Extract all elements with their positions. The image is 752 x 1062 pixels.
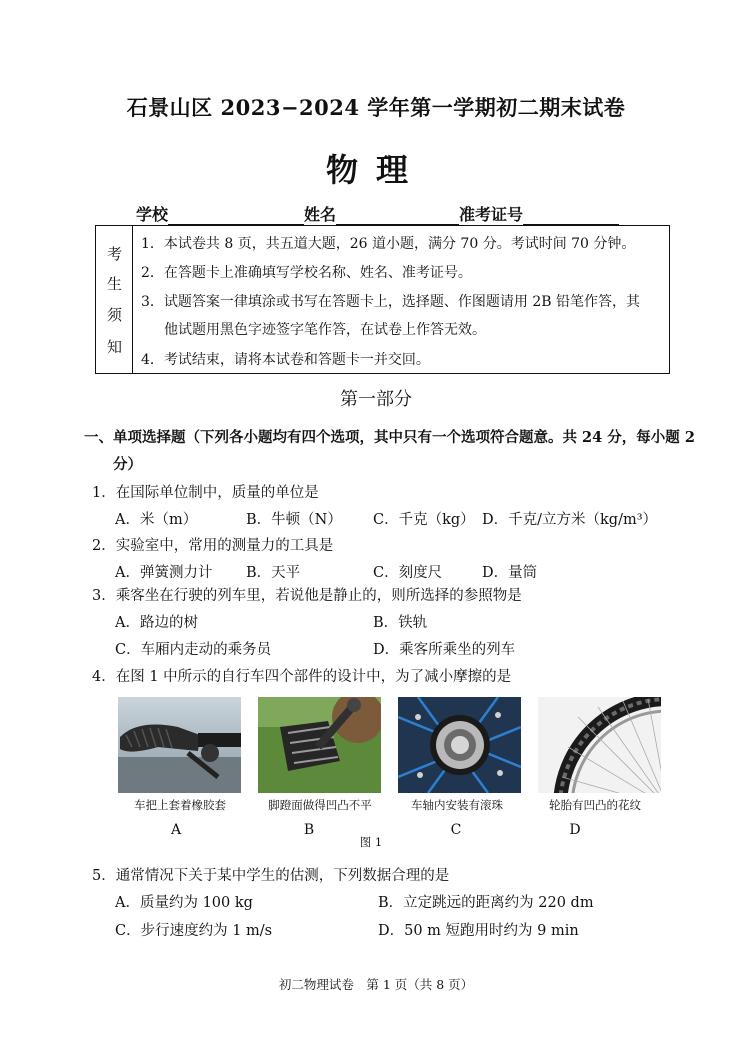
section-heading-continued: 分） bbox=[113, 456, 142, 473]
question-stem: 2．实验室中，常用的测量力的工具是 bbox=[92, 538, 334, 554]
figure-caption: 轮胎有凹凸的花纹 bbox=[549, 798, 641, 812]
notice-label-char: 须 bbox=[107, 306, 123, 324]
figure-caption: 车轴内安装有滚珠 bbox=[411, 798, 503, 812]
notice-label-char: 知 bbox=[107, 338, 123, 356]
figure-label: 图 1 bbox=[359, 835, 383, 849]
name-field[interactable] bbox=[336, 208, 459, 225]
tire-tread-photo bbox=[538, 697, 661, 793]
candidate-notice-box bbox=[95, 225, 670, 374]
name-label: 姓名 bbox=[304, 205, 337, 224]
notice-item: 4．考试结束，请将本试卷和答题卡一并交回。 bbox=[141, 352, 430, 368]
figure-caption: 脚蹬面做得凹凸不平 bbox=[268, 798, 372, 812]
notice-label-char: 考 bbox=[107, 245, 123, 263]
question-stem: 4．在图 1 中所示的自行车四个部件的设计中，为了减小摩擦的是 bbox=[92, 669, 512, 685]
notice-label-char: 生 bbox=[107, 275, 123, 293]
figure-letter: A bbox=[170, 822, 182, 838]
axle-bearing-photo bbox=[398, 697, 521, 793]
option: C．刻度尺 bbox=[373, 565, 443, 581]
exam-title: 石景山区 2023−2024 学年第一学期初二期末试卷 bbox=[126, 95, 626, 120]
school-field[interactable] bbox=[168, 208, 304, 225]
exam-id-field[interactable] bbox=[523, 208, 619, 225]
notice-item: 3．试题答案一律填涂或书写在答题卡上，选择题、作图题请用 2B 铅笔作答，其 bbox=[141, 294, 641, 310]
subject-title: 物理 bbox=[325, 151, 426, 189]
pedal-photo bbox=[258, 697, 381, 793]
notice-item: 2．在答题卡上准确填写学校名称、姓名、准考证号。 bbox=[141, 265, 472, 281]
option: B．立定跳远的距离约为 220 dm bbox=[378, 895, 594, 911]
question-stem: 1．在国际单位制中，质量的单位是 bbox=[92, 485, 319, 501]
option: A．质量约为 100 kg bbox=[115, 895, 253, 911]
option: C．步行速度约为 1 m/s bbox=[115, 923, 273, 939]
option: B．铁轨 bbox=[373, 615, 428, 631]
school-label: 学校 bbox=[136, 205, 169, 224]
option: A．路边的树 bbox=[115, 615, 198, 631]
page-footer: 初二物理试卷 第 1 页（共 8 页） bbox=[278, 977, 474, 992]
option: D．量筒 bbox=[482, 565, 538, 581]
notice-item: 1．本试卷共 8 页，共五道大题，26 道小题，满分 70 分。考试时间 70 分钟。 bbox=[141, 236, 636, 252]
figure-caption: 车把上套着橡胶套 bbox=[134, 798, 226, 812]
option: D．千克/立方米（kg/m³） bbox=[482, 512, 658, 528]
option: C．车厢内走动的乘务员 bbox=[115, 642, 272, 658]
question-stem: 3．乘客坐在行驶的列车里，若说他是静止的，则所选择的参照物是 bbox=[92, 588, 522, 604]
option: A．米（m） bbox=[115, 512, 198, 528]
option: B．天平 bbox=[246, 565, 301, 581]
figure-letter: C bbox=[450, 822, 462, 838]
figure-letter: B bbox=[303, 822, 315, 838]
option: D．乘客所乘坐的列车 bbox=[373, 642, 516, 658]
section-heading: 一、单项选择题（下列各小题均有四个选项，其中只有一个选项符合题意。共 24 分，每小题 2 bbox=[84, 429, 695, 446]
option: D．50 m 短跑用时约为 9 min bbox=[378, 923, 579, 939]
notice-label bbox=[96, 226, 133, 373]
figure-letter: D bbox=[569, 822, 581, 838]
exam-id-label: 准考证号 bbox=[459, 205, 524, 224]
part-heading: 第一部分 bbox=[340, 389, 412, 410]
handlebar-grip-photo bbox=[118, 697, 241, 793]
option: A．弹簧测力计 bbox=[115, 565, 213, 581]
question-stem: 5．通常情况下关于某中学生的估测，下列数据合理的是 bbox=[92, 868, 450, 884]
notice-item-continued: 他试题用黑色字迹签字笔作答，在试卷上作答无效。 bbox=[164, 322, 486, 338]
option: B．牛顿（N） bbox=[246, 512, 342, 528]
student-info-line bbox=[136, 202, 619, 225]
option: C．千克（kg） bbox=[373, 512, 475, 528]
